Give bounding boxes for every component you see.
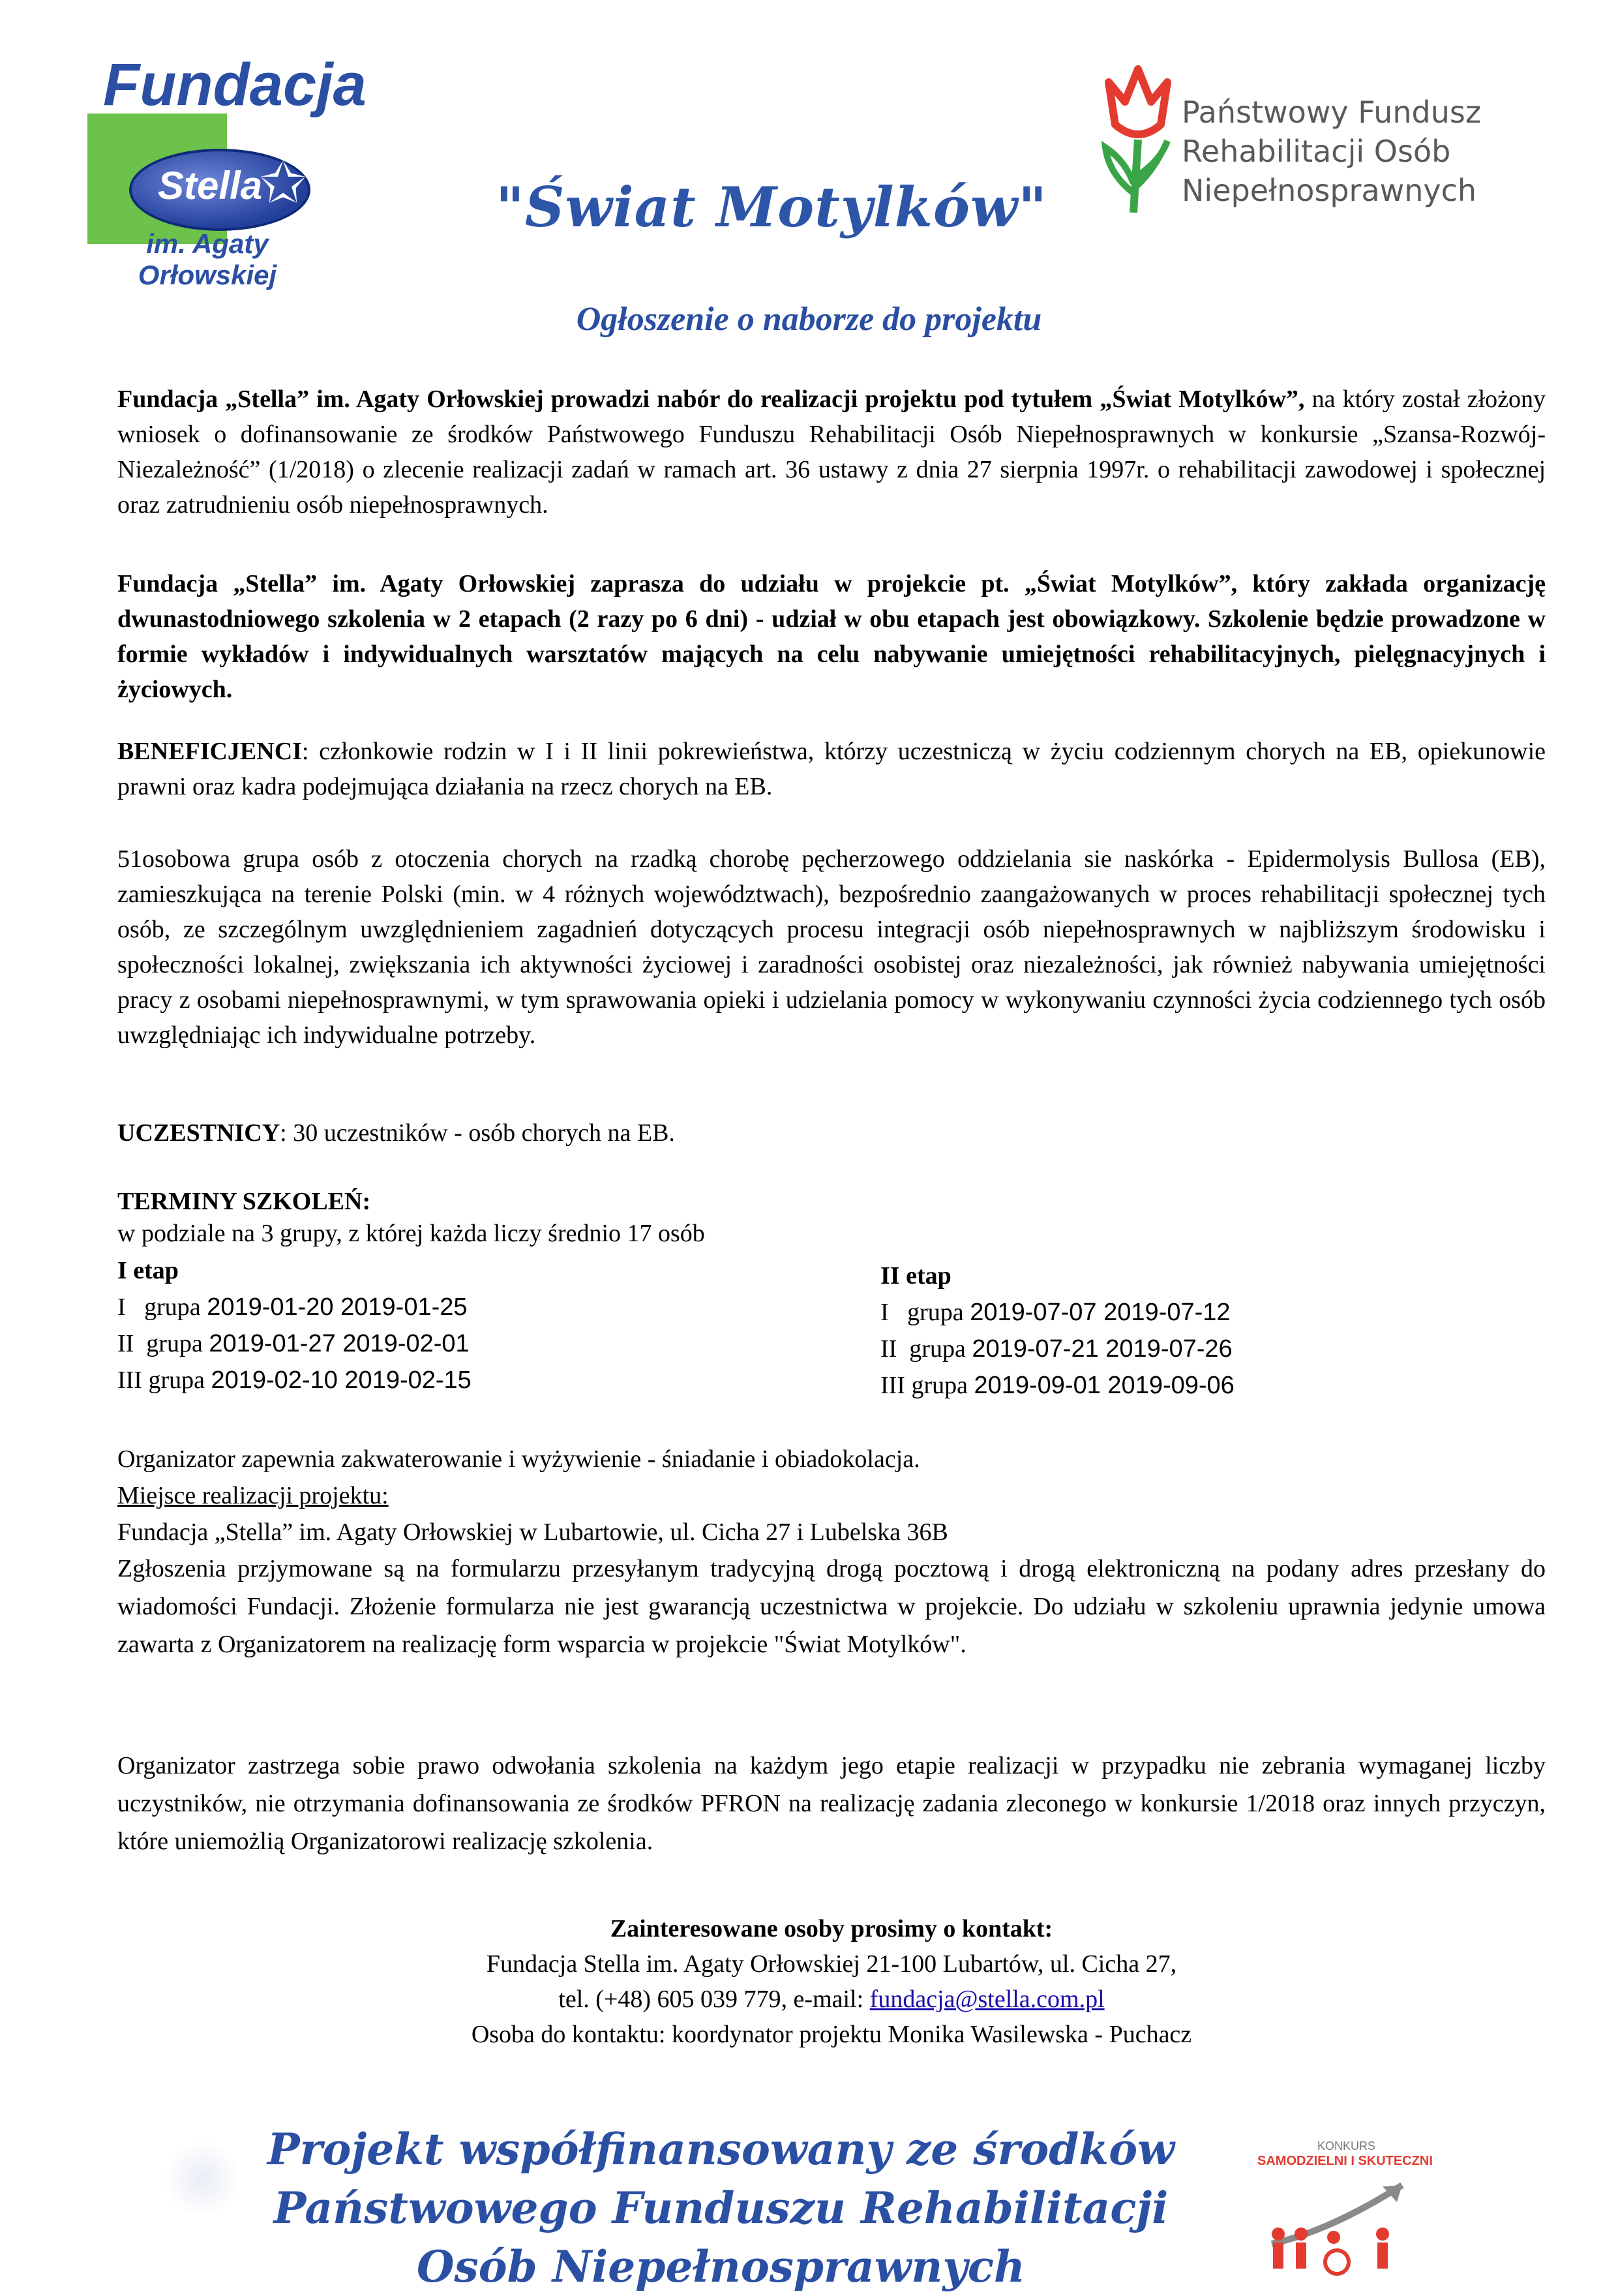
contact-phone-line — [117, 1982, 1546, 2017]
konkurs-name: SAMODZIELNI I SKUTECZNI — [1257, 2154, 1433, 2168]
venue-label: Miejsce realizacji projektu: — [117, 1482, 389, 1509]
stage-1-row — [117, 1289, 472, 1325]
group-label: I grupa — [117, 1293, 201, 1321]
pfron-name — [1182, 93, 1481, 210]
group-dates: 2019-01-20 2019-01-25 — [207, 1293, 468, 1321]
cofinancing-statement — [267, 2120, 1175, 2296]
cofinancing-line2: Państwowego Funduszu Rehabilitacji — [273, 2183, 1169, 2233]
cancellation-paragraph: Organizator zastrzega sobie prawo odwołania szkolenia na każdym jego etapie realizacji w przypadku nie zebrania wymaganej liczby uczystników, nie otrzymania dofinansowania ze środków PFRON na realizację zadania zleconego w konkursie 1/2018 oraz innych przyczyn, które uniemożlią Organizatorowi realizację szkolenia. — [117, 1752, 1546, 1855]
beneficiaries-label: BENEFICJENCI — [117, 738, 302, 765]
venue-text: Fundacja „Stella” im. Agaty Orłowskiej w Lubartowie, ul. Cicha 27 i Lubelska 36B — [117, 1518, 948, 1546]
terms-heading: TERMINY SZKOLEŃ: — [117, 1188, 371, 1215]
group-dates: 2019-07-07 2019-07-12 — [970, 1299, 1231, 1326]
star-icon: ✩ — [260, 152, 307, 215]
cofinancing-line3: Osób Niepełnosprawnych — [417, 2241, 1025, 2292]
pfron-name-line3: Niepełnosprawnych — [1182, 173, 1477, 208]
stage-1-row — [117, 1325, 472, 1362]
target-group-paragraph: 51osobowa grupa osób z otoczenia chorych na rzadką chorobę pęcherzowego oddzielania sie naskórka - Epidermolysis Bullosa (EB), zamieszkująca na terenie Polski (min. w 4 różnych województwach), bezpośrednio zaangażowanych w proces rehabilitacji społecznej tych osób, ze szczególnym uwzględnieniem zagadnień dotyczących procesu integracji osób niepełnosprawnych w najbliższym środowisku i społeczności lokalnej, zwiększania ich aktywności życiowej i zaradności osobistej oraz niezależności, jak również nabywania umiejętności pracy z osobami niepełnosprawnymi, w tym sprawowania opieki i udzielania pomocy w wykonywaniu czynności życia codziennego tych osób uwzględniając ich indywidualne potrzeby. — [117, 845, 1546, 1049]
beneficiaries-paragraph — [117, 734, 1546, 804]
project-title: "Świat Motylków" — [496, 175, 1047, 239]
stage-2-row — [880, 1294, 1235, 1331]
contact-person: Osoba do kontaktu: koordynator projektu Monika Wasilewska - Puchacz — [471, 2021, 1192, 2048]
pfron-name-line2: Rehabilitacji Osób — [1182, 134, 1451, 169]
intro-bold: Fundacja „Stella” im. Agaty Orłowskiej prowadzi nabór do realizacji projektu pod tytułem „Świat Motylków”, — [117, 385, 1305, 413]
tulip-icon — [1096, 63, 1180, 219]
participants-label: UCZESTNICY — [117, 1119, 280, 1147]
logo-stella-oval — [129, 149, 310, 231]
stella-foundation-logo — [83, 51, 367, 290]
group-label: I grupa — [880, 1299, 964, 1326]
logo-stella-text: Stella — [158, 164, 263, 207]
group-dates: 2019-01-27 2019-02-01 — [209, 1330, 470, 1357]
contact-phone: tel. (+48) 605 039 779, e-mail: — [558, 1986, 870, 2013]
contact-heading: Zainteresowane osoby prosimy o kontakt: — [610, 1915, 1053, 1942]
pfron-logo — [1096, 63, 1565, 219]
applications-paragraph: Zgłoszenia przjymowane są na formularzu przesyłanym tradycyjną drogą pocztową i drogą elektroniczną na podany adres przesłany do wiadomości Fundacji. Złożenie formularza nie jest gwarancją uczestnictwa w projekcie. Do udziału w szkoleniu uprawnia jedynie umowa zawarta z Organizatorem na realizację form wsparcia w projekcie "Świat Motylków". — [117, 1555, 1546, 1658]
konkurs-logo — [1239, 2120, 1448, 2276]
stage-1-row — [117, 1362, 472, 1398]
logo-fundacja-text: Fundacja — [103, 52, 367, 118]
group-label: II grupa — [117, 1330, 203, 1357]
group-label: II grupa — [880, 1335, 966, 1363]
beneficiaries-text: : członkowie rodzin w I i II linii pokrewieństwa, którzy uczestniczą w życiu codziennym chorych na EB, opiekunowie prawni oraz kadra podejmująca działania na rzecz chorych na EB. — [117, 738, 1546, 800]
konkurs-label: KONKURS — [1317, 2139, 1376, 2152]
cofinancing-line1: Projekt współfinansowany ze środków — [267, 2124, 1175, 2175]
group-label: III grupa — [117, 1367, 205, 1394]
participants-paragraph — [117, 1115, 1546, 1151]
email-link[interactable]: fundacja@stella.com.pl — [869, 1986, 1105, 2013]
participants-text: : 30 uczestników - osób chorych na EB. — [280, 1119, 675, 1147]
group-label: III grupa — [880, 1372, 968, 1399]
stage-1-label: I etap — [117, 1257, 179, 1284]
stage-2-block — [880, 1258, 1235, 1404]
document-subtitle: Ogłoszenie o naborze do projektu — [576, 301, 1042, 338]
contact-address: Fundacja Stella im. Agaty Orłowskiej 21-100 Lubartów, ul. Cicha 27, — [486, 1950, 1177, 1978]
logo-patron-text: im. Agaty Orłowskiej — [138, 228, 277, 290]
group-dates: 2019-02-10 2019-02-15 — [211, 1367, 472, 1394]
stage-2-row — [880, 1331, 1235, 1367]
group-dates: 2019-07-21 2019-07-26 — [972, 1335, 1233, 1363]
contact-block — [117, 1911, 1546, 2052]
stage-2-label: II etap — [880, 1262, 951, 1290]
stage-1-block — [117, 1252, 472, 1398]
people-growth-icon — [1252, 2172, 1435, 2276]
intro-rest: na który został złożony wniosek o dofinansowanie ze środków Państwowego Funduszu Rehabilitacji Osób Niepełnosprawnych w konkursie „Szansa-Rozwój-Niezależność” (1/2018) o zlecenie realizacji zadań w ramach art. 36 ustawy z dnia 27 sierpnia 1997r. o rehabilitacji zawodowej i społecznej oraz zatrudnieniu osób niepełnosprawnych. — [117, 385, 1546, 519]
terms-note: w podziale na 3 grupy, z której każda liczy średnio 17 osób — [117, 1220, 705, 1247]
group-dates: 2019-09-01 2019-09-06 — [974, 1372, 1235, 1399]
stage-2-row — [880, 1367, 1235, 1404]
invitation-paragraph: Fundacja „Stella” im. Agaty Orłowskiej zaprasza do udziału w projekcie pt. „Świat Motylków”, który zakłada organizację dwunastodniowego szkolenia w 2 etapach (2 razy po 6 dni) - udział w obu etapach jest obowiązkowy. Szkolenie będzie prowadzone w formie wykładów i indywidualnych warsztatów mających na celu nabywanie umiejętności rehabilitacyjnych, pielęgnacyjnych i życiowych. — [117, 570, 1546, 703]
intro-paragraph — [117, 382, 1546, 522]
accommodation-text: Organizator zapewnia zakwaterowanie i wyżywienie - śniadanie i obiadokolacja. — [117, 1445, 920, 1473]
pfron-name-line1: Państwowy Fundusz — [1182, 95, 1481, 130]
butterfly-watermark-icon — [163, 2139, 241, 2218]
